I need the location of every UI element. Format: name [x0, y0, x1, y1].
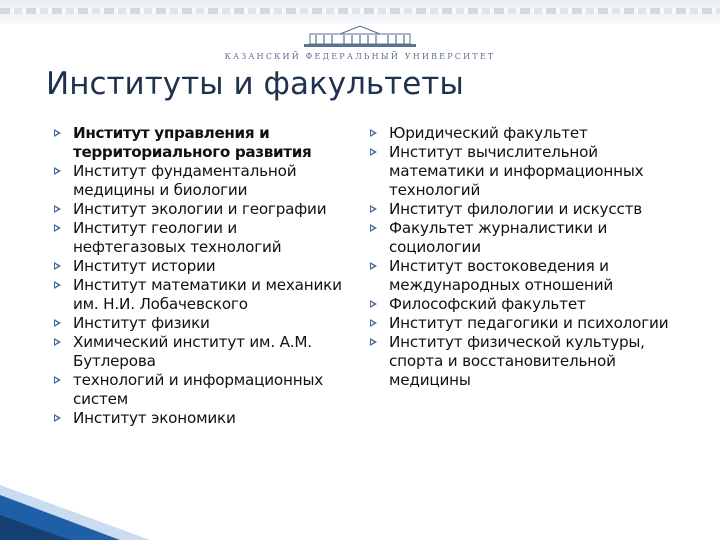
list-item-label: Институт экономики [73, 409, 236, 427]
university-building-icon [300, 24, 420, 50]
bullet-arrow-icon [370, 224, 377, 232]
bullet-arrow-icon [370, 300, 377, 308]
list-item-label: Философский факультет [389, 295, 586, 313]
bullet-arrow-icon [54, 376, 61, 384]
list-item-label: Институт физики [73, 314, 210, 332]
list-item-label: технологий и информационных систем [73, 371, 324, 408]
bullet-arrow-icon [54, 205, 61, 213]
list-item [54, 162, 354, 200]
bullet-arrow-icon [54, 167, 61, 175]
list-item [370, 295, 690, 314]
list-item-label: Институт математики и механики им. Н.И. Лобачевского [73, 276, 342, 313]
left-institute-list [54, 124, 354, 428]
list-item-label: Институт управления и территориального развития [73, 124, 312, 161]
list-item-label: Химический институт им. А.М. Бутлерова [73, 333, 312, 370]
list-item [370, 314, 690, 333]
list-item-label: Институт геологии и нефтегазовых технологий [73, 219, 282, 256]
bullet-arrow-icon [370, 338, 377, 346]
list-item [54, 124, 354, 162]
list-item [54, 219, 354, 257]
bullet-arrow-icon [54, 414, 61, 422]
list-item [370, 143, 690, 200]
list-item [370, 124, 690, 143]
bullet-arrow-icon [370, 205, 377, 213]
bullet-arrow-icon [54, 319, 61, 327]
top-decorative-band [0, 0, 720, 24]
list-item [54, 200, 354, 219]
bullet-arrow-icon [54, 129, 61, 137]
list-item [54, 409, 354, 428]
list-item-label: Институт востоковедения и международных отношений [389, 257, 614, 294]
list-item-label: Юридический факультет [389, 124, 588, 142]
list-item [54, 314, 354, 333]
bullet-arrow-icon [370, 148, 377, 156]
list-item [370, 257, 690, 295]
list-item [54, 371, 354, 409]
bullet-arrow-icon [54, 338, 61, 346]
list-item-label: Институт экологии и географии [73, 200, 327, 218]
list-item [370, 333, 690, 390]
bottom-wave-decoration [0, 440, 720, 540]
right-institute-list [370, 124, 690, 390]
list-item [54, 276, 354, 314]
university-name: КАЗАНСКИЙ ФЕДЕРАЛЬНЫЙ УНИВЕРСИТЕТ [224, 52, 496, 61]
bullet-arrow-icon [370, 262, 377, 270]
page-title: Институты и факультеты [46, 66, 464, 102]
bullet-arrow-icon [54, 224, 61, 232]
bullet-arrow-icon [54, 262, 61, 270]
list-item-label: Институт фундаментальной медицины и биологии [73, 162, 297, 199]
university-logo [220, 24, 500, 68]
list-item-label: Институт истории [73, 257, 216, 275]
list-item [54, 257, 354, 276]
list-item [370, 219, 690, 257]
band-pattern [0, 8, 720, 14]
bullet-arrow-icon [370, 129, 377, 137]
list-item [54, 333, 354, 371]
list-item-label: Институт филологии и искусств [389, 200, 643, 218]
list-item-label: Институт педагогики и психологии [389, 314, 669, 332]
list-item-label: Институт вычислительной математики и информационных технологий [389, 143, 644, 199]
bullet-arrow-icon [370, 319, 377, 327]
bullet-arrow-icon [54, 281, 61, 289]
list-item-label: Институт физической культуры, спорта и восстановительной медицины [389, 333, 645, 389]
list-item [370, 200, 690, 219]
list-item-label: Факультет журналистики и социологии [389, 219, 608, 256]
